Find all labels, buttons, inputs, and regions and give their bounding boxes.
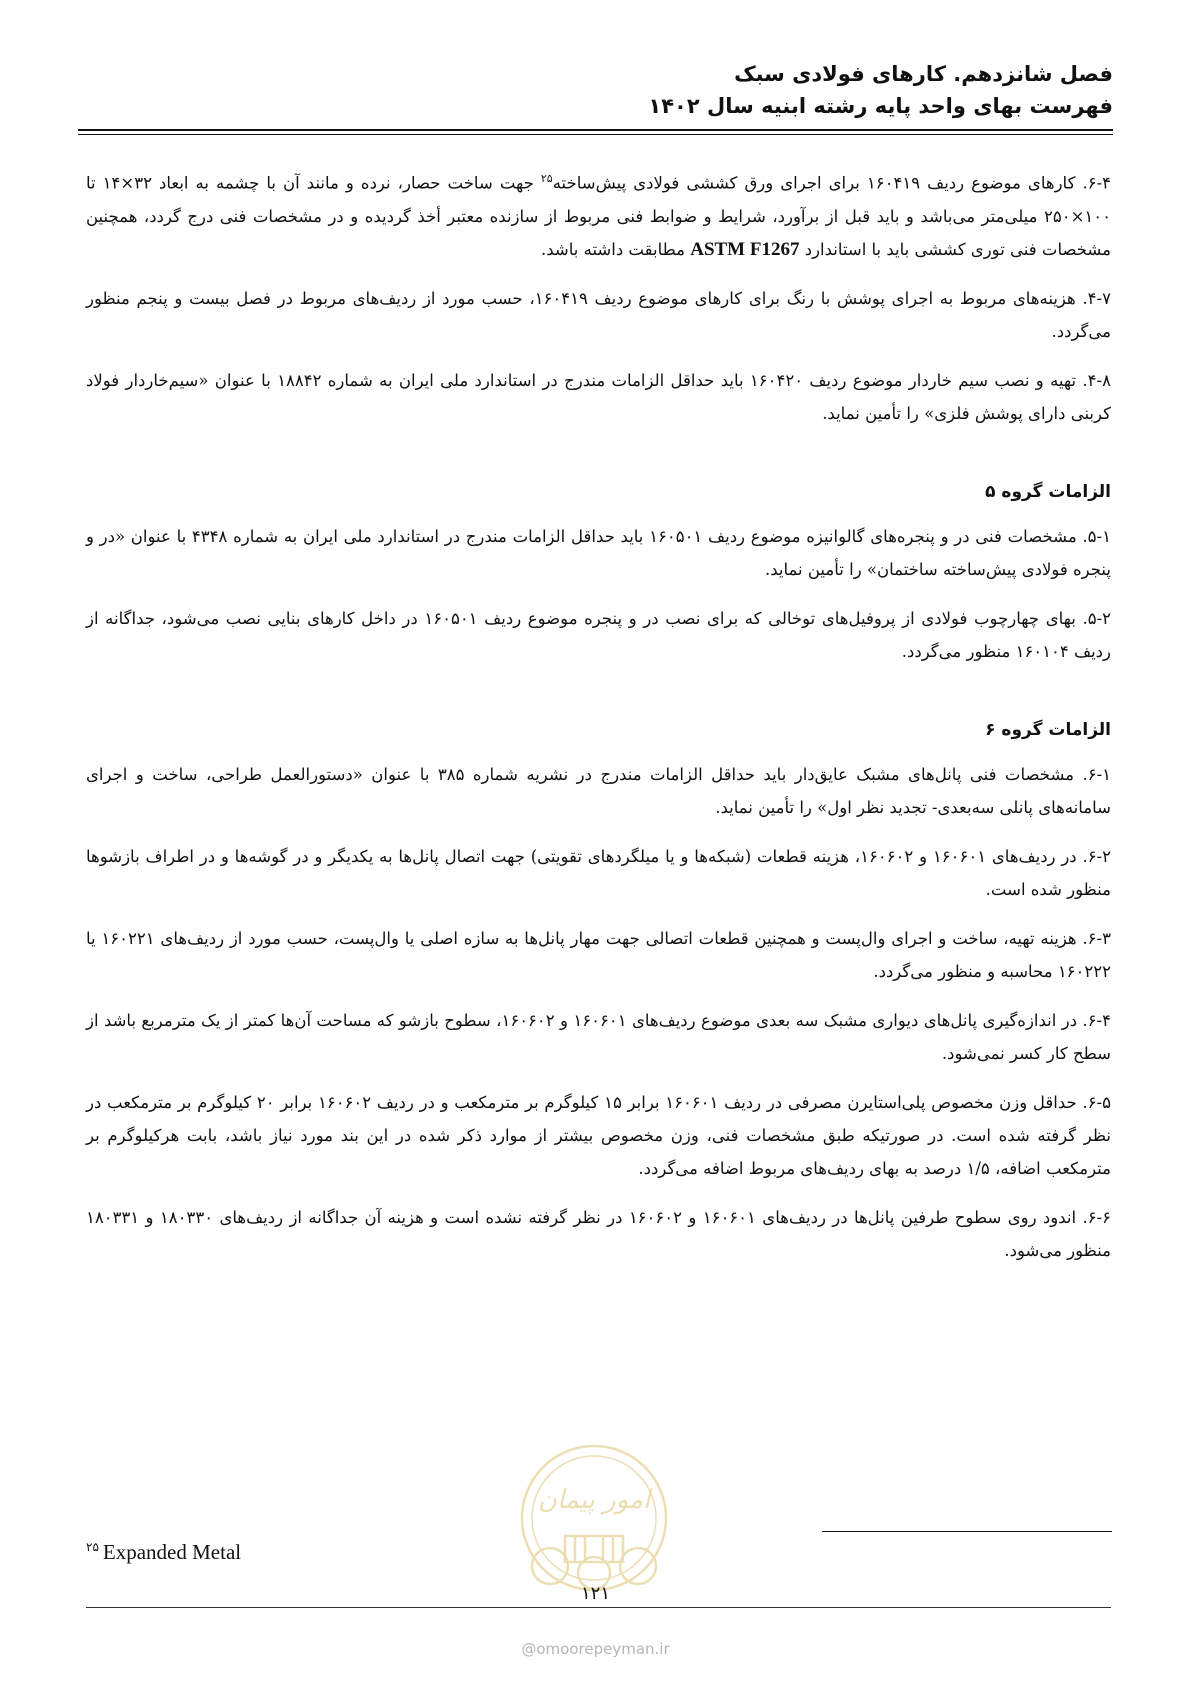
paragraph-6-6: ۶-۶. اندود روی سطوح طرفین پانل‌ها در ردیف‌های ۱۶۰۶۰۱ و ۱۶۰۶۰۲ در نظر گرفته نشده است و هزینه آن جداگانه از ردیف‌های ۱۸۰۳۳۰ و ۱۸۰۳۳۱ منظور می‌شود. — [86, 1207, 1111, 1260]
document-subtitle: فهرست بهای واحد پایه رشته ابنیه سال ۱۴۰۲ — [648, 94, 1113, 118]
standard-code: ASTM F1267 — [690, 238, 800, 260]
chapter-title: فصل شانزدهم. کارهای فولادی سبک — [734, 62, 1113, 86]
paragraph-5-2: ۵-۲. بهای چهارچوب فولادی از پروفیل‌های توخالی که برای نصب در و پنجره موضوع ردیف ۱۶۰۵۰۱ در داخل کارهای بنایی نصب می‌شود، جداگانه از ردیف ۱۶۰۱۰۴ منظور می‌گردد. — [86, 608, 1112, 661]
paragraph-5-1: ۵-۱. مشخصات فنی در و پنجره‌های گالوانیزه موضوع ردیف ۱۶۰۵۰۱ باید حداقل الزامات مندرج در استاندارد ملی ایران به شماره ۴۳۴۸ با عنوان «در و پنجره فولادی پیش‌ساخته ساختمان» را تأمین نماید. — [86, 526, 1111, 579]
logo-watermark-icon — [505, 1438, 683, 1603]
paragraph-4-7: ۴-۷. هزینه‌های مربوط به اجرای پوشش با رنگ برای کارهای موضوع ردیف ۱۶۰۴۱۹، حسب مورد از ردیف‌های مربوط در فصل بیست و پنجم منظور می‌گردد. — [86, 288, 1111, 341]
group-6-title: الزامات گروه ۶ — [985, 719, 1111, 740]
footer-rule — [86, 1607, 1111, 1608]
paragraph-6-5: ۶-۵. حداقل وزن مخصوص پلی‌استایرن مصرفی در ردیف ۱۶۰۶۰۱ برابر ۱۵ کیلوگرم بر مترمکعب و در ردیف ۱۶۰۶۰۲ برابر ۲۰ کیلوگرم بر مترمکعب در نظر گرفته شده است. در صورتیکه طبق مشخصات فنی، وزن مخصوص بیشتر از موارد ذکر شده در این بند مورد نیاز باشد، بابت هرکیلوگرم بر مترمکعب اضافه، ۱/۵ درصد به بهای ردیف‌های مربوط اضافه می‌گردد. — [86, 1092, 1111, 1178]
footnote — [86, 1540, 241, 1565]
page-number: ۱۲۱ — [580, 1583, 610, 1604]
group-5-title: الزامات گروه ۵ — [985, 481, 1111, 502]
footnote-mark: ۲۵ — [86, 1540, 99, 1554]
footnote-rule — [822, 1531, 1112, 1532]
paragraph-6-3: ۶-۳. هزینه تهیه، ساخت و اجرای وال‌پست و همچنین قطعات اتصالی جهت مهار پانل‌ها به سازه اصلی یا وال‌پست، حسب مورد از ردیف‌های ۱۶۰۲۲۱ یا ۱۶۰۲۲۲ محاسبه و منظور می‌گردد. — [86, 928, 1111, 981]
paragraph-text: جهت ساخت حصار، نرده و مانند آن با چشمه به ابعاد ۳۲×۱۴ تا ۱۰۰×۲۵۰ میلی‌متر می‌باشد و باید قبل از برآورد، شرایط و ضوابط فنی مربوط از سازنده معتبر أخذ گردیده و در مشخصات فنی درج گردد، همچنین مشخصات فنی توری کششی باید با استاندارد — [86, 173, 1111, 259]
paragraph-6-1: ۶-۱. مشخصات فنی پانل‌های مشبک عایق‌دار باید حداقل الزامات مندرج در نشریه شماره ۳۸۵ با عنوان «دستورالعمل طراحی، ساخت و اجرای سامانه‌های پانلی سه‌بعدی- تجدید نظر اول» را تأمین نماید. — [86, 764, 1112, 817]
footnote-ref: ۲۵ — [540, 172, 553, 185]
paragraph-text: ۶-۴. کارهای موضوع ردیف ۱۶۰۴۱۹ برای اجرای ورق کششی فولادی پیش‌ساخته — [552, 173, 1112, 193]
paragraph-4-6 — [86, 162, 1111, 266]
header-rule-thick — [78, 129, 1113, 131]
paragraph-text: مطابقت داشته باشد. — [541, 239, 691, 259]
paragraph-6-4: ۶-۴. در اندازه‌گیری پانل‌های دیواری مشبک سه بعدی موضوع ردیف‌های ۱۶۰۶۰۱ و ۱۶۰۶۰۲، سطوح بازشو که مساحت آن‌ها کمتر از یک مترمربع باشد از سطح کار کسر نمی‌شود. — [86, 1010, 1111, 1063]
paragraph-4-8: ۴-۸. تهیه و نصب سیم خاردار موضوع ردیف ۱۶۰۴۲۰ باید حداقل الزامات مندرج در استاندارد ملی ایران به شماره ۱۸۸۴۲ با عنوان «سیم‌خاردار فولاد کربنی دارای پوشش فلزی» را تأمین نماید. — [86, 370, 1111, 423]
page-header — [648, 58, 1113, 122]
header-rule-thin — [78, 134, 1113, 135]
logo-text: امور پیمان — [537, 1485, 651, 1515]
site-watermark: @omoorepeyman.ir — [521, 1640, 670, 1658]
page-content — [86, 162, 1111, 1283]
footnote-text: Expanded Metal — [102, 1540, 242, 1564]
paragraph-6-2: ۶-۲. در ردیف‌های ۱۶۰۶۰۱ و ۱۶۰۶۰۲، هزینه قطعات (شبکه‌ها و یا میلگردهای تقویتی) جهت اتصال پانل‌ها به یکدیگر و در گوشه‌ها و در اطراف بازشوها منظور شده است. — [86, 846, 1111, 899]
